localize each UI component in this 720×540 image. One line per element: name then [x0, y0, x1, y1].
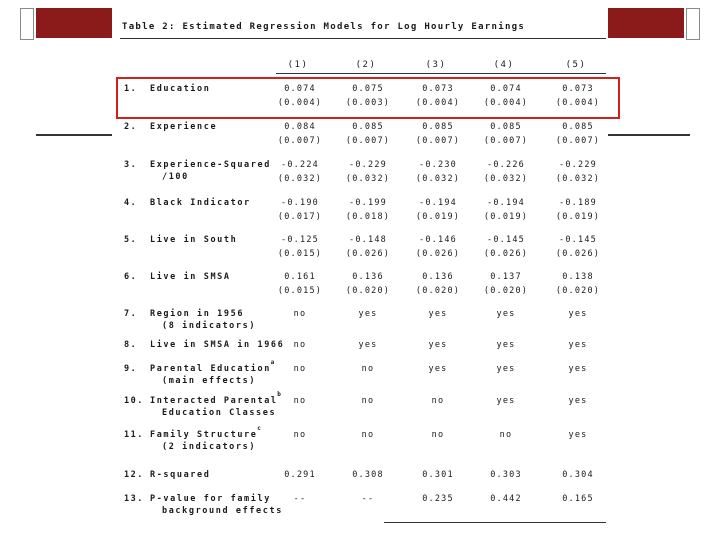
table-cell [546, 235, 610, 259]
table-cell [406, 396, 470, 406]
row-number: 10. [124, 396, 144, 406]
education-row-highlight [116, 77, 620, 119]
standard-error: (0.015) [277, 249, 323, 259]
frame-accent-right [608, 8, 684, 38]
frame-corner-right [686, 8, 700, 40]
coefficient: -0.229 [559, 160, 597, 170]
row-label: Region in 1956 [150, 309, 245, 319]
table-cell [474, 340, 538, 350]
coefficient: no [361, 364, 375, 374]
table-cell [336, 340, 400, 350]
row-label: Interacted Parental [150, 396, 278, 406]
table-cell [406, 470, 470, 480]
row-number: 9. [124, 364, 138, 374]
table-cell [336, 235, 400, 259]
coefficient: yes [496, 364, 516, 374]
standard-error: (0.004) [415, 98, 461, 108]
row-label-continuation: (8 indicators) [162, 321, 257, 331]
coefficient: no [361, 430, 375, 440]
row-label-continuation: (main effects) [162, 376, 257, 386]
coefficient: yes [428, 340, 448, 350]
coefficient: 0.137 [490, 272, 522, 282]
table-row [0, 359, 720, 398]
row-number: 6. [124, 272, 138, 282]
table-cell [474, 198, 538, 222]
frame-corner-left [20, 8, 34, 40]
table-cell [474, 122, 538, 146]
row-label: Black Indicator [150, 198, 251, 208]
row-number: 8. [124, 340, 138, 350]
coefficient: 0.085 [352, 122, 384, 132]
table-cell [406, 494, 470, 504]
coefficient: 0.304 [562, 470, 594, 480]
row-number: 5. [124, 235, 138, 245]
coefficient: yes [496, 396, 516, 406]
coefficient: -0.145 [487, 235, 525, 245]
column-header-4: (4) [493, 60, 515, 70]
standard-error: (0.026) [345, 249, 391, 259]
standard-error: (0.026) [483, 249, 529, 259]
coefficient: -0.146 [419, 235, 457, 245]
standard-error: (0.019) [483, 212, 529, 222]
standard-error: (0.019) [555, 212, 601, 222]
table-cell [336, 364, 400, 374]
header-rule [276, 73, 606, 74]
coefficient: 0.085 [490, 122, 522, 132]
table-cell [336, 494, 400, 504]
table-row [0, 309, 720, 343]
table-cell [406, 122, 470, 146]
table-cell [268, 122, 332, 146]
coefficient: 0.136 [352, 272, 384, 282]
standard-error: (0.032) [277, 174, 323, 184]
row-label-continuation: Education Classes [162, 408, 277, 418]
coefficient: 0.308 [352, 470, 384, 480]
coefficient: yes [428, 309, 448, 319]
row-label: Education [150, 84, 211, 94]
row-label: Live in SMSA [150, 272, 231, 282]
coefficient: 0.303 [490, 470, 522, 480]
row-number: 11. [124, 430, 144, 440]
coefficient: 0.074 [490, 84, 522, 94]
row-label: Live in South [150, 235, 238, 245]
table-cell [406, 272, 470, 296]
coefficient: no [361, 396, 375, 406]
standard-error: (0.019) [415, 212, 461, 222]
row-label-continuation: (2 indicators) [162, 442, 257, 452]
table-cell [546, 198, 610, 222]
table-cell [268, 430, 332, 440]
row-number: 1. [124, 84, 138, 94]
table-row [0, 160, 720, 194]
coefficient: -0.194 [487, 198, 525, 208]
coefficient: -0.230 [419, 160, 457, 170]
row-label: R-squared [150, 470, 211, 480]
table-cell [474, 470, 538, 480]
table-cell [268, 396, 332, 406]
standard-error: (0.007) [277, 136, 323, 146]
coefficient: -0.145 [559, 235, 597, 245]
row-label: Parental Education [150, 364, 271, 374]
coefficient: no [293, 364, 307, 374]
table-cell [406, 198, 470, 222]
coefficient: no [293, 340, 307, 350]
column-header-2: (2) [355, 60, 377, 70]
standard-error: (0.007) [345, 136, 391, 146]
table-cell [474, 235, 538, 259]
standard-error: (0.004) [277, 98, 323, 108]
row-number: 12. [124, 470, 144, 480]
standard-error: (0.007) [415, 136, 461, 146]
row-label-continuation: /100 [162, 172, 189, 182]
table-cell [406, 309, 470, 319]
standard-error: (0.026) [555, 249, 601, 259]
row-label: Experience [150, 122, 218, 132]
coefficient: yes [358, 309, 378, 319]
row-label: P-value for family [150, 494, 271, 504]
coefficient: no [293, 396, 307, 406]
column-header-5: (5) [565, 60, 587, 70]
table-cell [546, 364, 610, 374]
table-row [0, 391, 720, 430]
table-cell [474, 494, 538, 504]
column-header-1: (1) [287, 60, 309, 70]
standard-error: (0.007) [555, 136, 601, 146]
row-number: 7. [124, 309, 138, 319]
standard-error: (0.004) [483, 98, 529, 108]
coefficient: 0.165 [562, 494, 594, 504]
coefficient: yes [568, 430, 588, 440]
table-cell [268, 198, 332, 222]
table-cell [546, 160, 610, 184]
coefficient: 0.075 [352, 84, 384, 94]
coefficient: 0.073 [562, 84, 594, 94]
row-number: 4. [124, 198, 138, 208]
table-cell [474, 160, 538, 184]
table-row [0, 494, 720, 528]
standard-error: (0.015) [277, 286, 323, 296]
coefficient: 0.084 [284, 122, 316, 132]
footnote-marker: c [257, 425, 261, 432]
table-cell [406, 364, 470, 374]
coefficient: 0.073 [422, 84, 454, 94]
coefficient: yes [496, 309, 516, 319]
table-cell [336, 122, 400, 146]
coefficient: yes [358, 340, 378, 350]
coefficient: 0.085 [422, 122, 454, 132]
table-cell [406, 340, 470, 350]
coefficient: 0.138 [562, 272, 594, 282]
coefficient: no [431, 396, 445, 406]
footnote-marker: b [277, 391, 281, 398]
table-cell [268, 272, 332, 296]
coefficient: yes [568, 364, 588, 374]
column-header-3: (3) [425, 60, 447, 70]
coefficient: -0.229 [349, 160, 387, 170]
coefficient: -0.190 [281, 198, 319, 208]
table-cell [546, 309, 610, 319]
row-label: Family Structure [150, 430, 258, 440]
coefficient: no [499, 430, 513, 440]
table-cell [546, 272, 610, 296]
standard-error: (0.026) [415, 249, 461, 259]
table-cell [474, 309, 538, 319]
table-row [0, 122, 720, 156]
coefficient: -0.125 [281, 235, 319, 245]
coefficient: yes [568, 309, 588, 319]
table-cell [268, 160, 332, 184]
coefficient: -0.226 [487, 160, 525, 170]
standard-error: (0.032) [345, 174, 391, 184]
coefficient: 0.301 [422, 470, 454, 480]
coefficient: yes [568, 340, 588, 350]
frame-accent-left [36, 8, 112, 38]
coefficient: -0.148 [349, 235, 387, 245]
table-cell [546, 470, 610, 480]
coefficient: 0.085 [562, 122, 594, 132]
row-label-continuation: background effects [162, 506, 283, 516]
table-cell [336, 430, 400, 440]
coefficient: 0.235 [422, 494, 454, 504]
table-cell [406, 160, 470, 184]
table-cell [546, 494, 610, 504]
bottom-rule [384, 522, 606, 523]
table-cell [474, 430, 538, 440]
coefficient: 0.136 [422, 272, 454, 282]
row-label: Experience-Squared [150, 160, 271, 170]
standard-error: (0.032) [415, 174, 461, 184]
table-row [0, 425, 720, 464]
table-title: Table 2: Estimated Regression Models for Log Hourly Earnings [122, 22, 526, 32]
table-cell [336, 160, 400, 184]
table-cell [268, 309, 332, 319]
table-cell [474, 396, 538, 406]
standard-error: (0.018) [345, 212, 391, 222]
standard-error: (0.004) [555, 98, 601, 108]
table-cell [268, 494, 332, 504]
table-cell [546, 340, 610, 350]
coefficient: -0.189 [559, 198, 597, 208]
table-cell [406, 235, 470, 259]
coefficient: -0.194 [419, 198, 457, 208]
coefficient: 0.291 [284, 470, 316, 480]
footnote-marker: a [270, 359, 275, 366]
table-cell [268, 470, 332, 480]
standard-error: (0.020) [345, 286, 391, 296]
standard-error: (0.020) [483, 286, 529, 296]
coefficient: no [431, 430, 445, 440]
coefficient: -- [293, 494, 307, 504]
coefficient: yes [428, 364, 448, 374]
standard-error: (0.020) [555, 286, 601, 296]
table-cell [268, 340, 332, 350]
table-cell [336, 309, 400, 319]
table-cell [336, 272, 400, 296]
table-cell [474, 364, 538, 374]
table-cell [546, 396, 610, 406]
standard-error: (0.020) [415, 286, 461, 296]
coefficient: 0.074 [284, 84, 316, 94]
coefficient: 0.442 [490, 494, 522, 504]
standard-error: (0.032) [555, 174, 601, 184]
row-number: 2. [124, 122, 138, 132]
table-row [0, 272, 720, 306]
standard-error: (0.007) [483, 136, 529, 146]
coefficient: yes [568, 396, 588, 406]
table-cell [474, 272, 538, 296]
coefficient: -- [361, 494, 375, 504]
coefficient: no [293, 309, 307, 319]
table-row [0, 198, 720, 232]
standard-error: (0.017) [277, 212, 323, 222]
table-row [0, 235, 720, 269]
coefficient: no [293, 430, 307, 440]
standard-error: (0.032) [483, 174, 529, 184]
coefficient: -0.224 [281, 160, 319, 170]
table-cell [546, 430, 610, 440]
table-cell [406, 430, 470, 440]
table-cell [268, 235, 332, 259]
row-label: Live in SMSA in 1966 [150, 340, 285, 350]
table-cell [268, 364, 332, 374]
coefficient: 0.161 [284, 272, 316, 282]
table-cell [546, 122, 610, 146]
standard-error: (0.003) [345, 98, 391, 108]
coefficient: yes [496, 340, 516, 350]
table-cell [336, 396, 400, 406]
coefficient: -0.199 [349, 198, 387, 208]
row-number: 13. [124, 494, 144, 504]
table-cell [336, 470, 400, 480]
title-rule [120, 38, 606, 39]
row-number: 3. [124, 160, 138, 170]
table-cell [336, 198, 400, 222]
